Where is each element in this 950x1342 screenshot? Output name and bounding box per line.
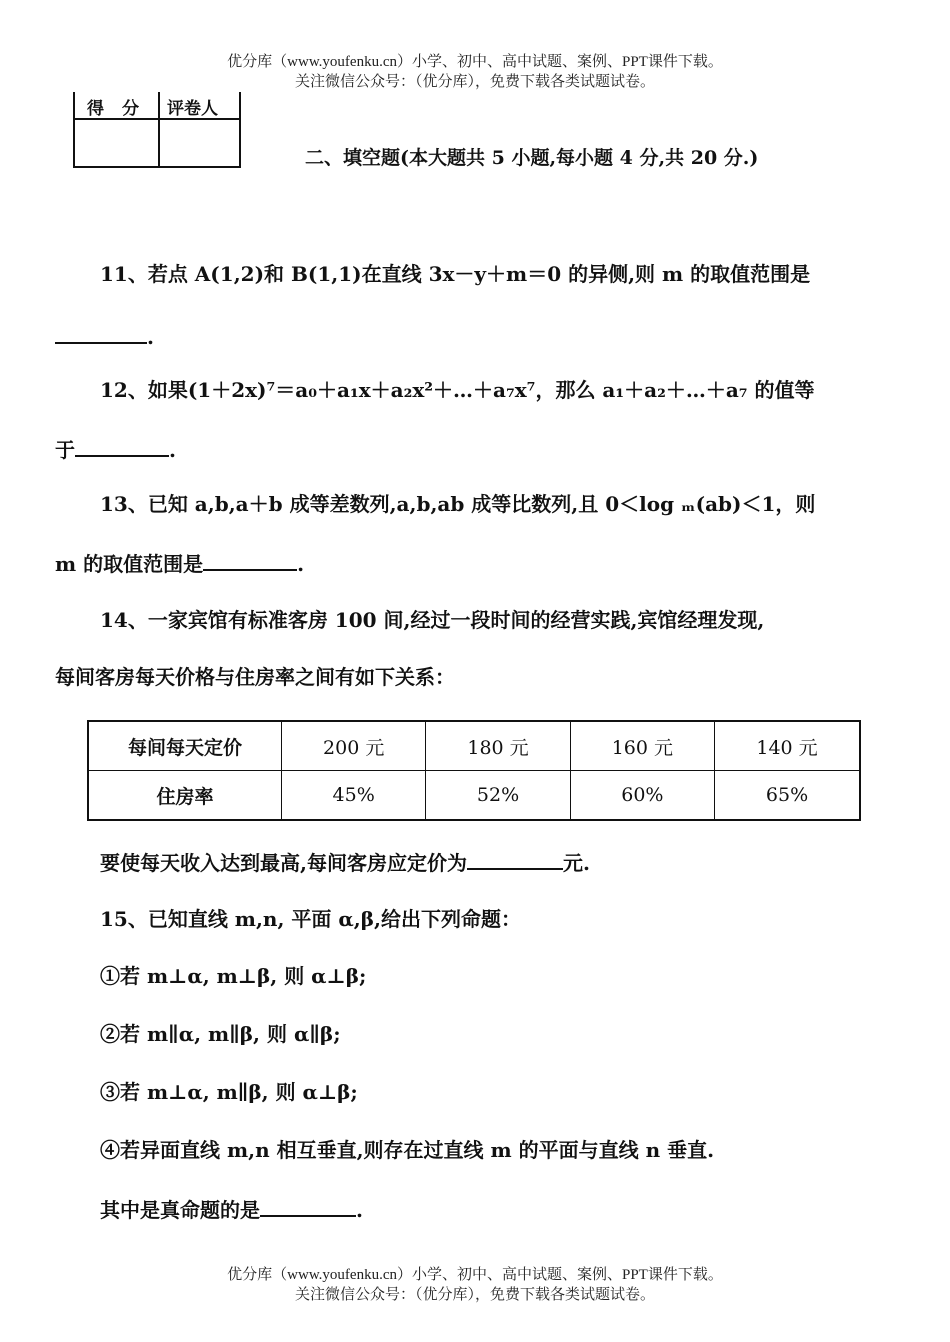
q11-answer-blank[interactable] (55, 322, 147, 344)
q14-line-1: 14、一家宾馆有标准客房 100 间,经过一段时间的经营实践,宾馆经理发现, (100, 608, 765, 632)
q14-line-2: 每间客房每天价格与住房率之间有如下关系： (55, 665, 455, 689)
table-cell: 60% (570, 771, 714, 821)
score-label: 得分 (87, 99, 157, 119)
page-footer (0, 1265, 950, 1305)
q15-proposition-1: ①若 m⊥α, m⊥β, 则 α⊥β; (100, 964, 367, 988)
q12-period: . (169, 438, 176, 462)
table-cell: 52% (426, 771, 570, 821)
table-cell: 140 元 (715, 721, 860, 771)
q15-line-1: 15、已知直线 m,n, 平面 α,β,给出下列命题： (100, 907, 521, 931)
q12-line-2 (55, 435, 176, 463)
q14-after-end: 元. (562, 851, 590, 875)
table-cell: 65% (715, 771, 860, 821)
table-cell: 住房率 (88, 771, 282, 821)
table-cell: 45% (282, 771, 426, 821)
q12-answer-blank[interactable] (75, 435, 169, 457)
score-box (73, 92, 241, 168)
table-row-price (88, 721, 860, 771)
page-header (0, 52, 950, 92)
q12-line-1: 12、如果(1＋2x)⁷＝a₀＋a₁x＋a₂x²＋…＋a₇x⁷，那么 a₁＋a₂＋…＋a₇ 的值等 (100, 378, 815, 402)
q15-final-end: . (356, 1198, 363, 1222)
footer-line-1: 优分库（www.youfenku.cn）小学、初中、高中试题、案例、PPT课件下载。 (227, 1267, 723, 1283)
q11-line-2 (55, 322, 154, 350)
q15-answer-blank[interactable] (260, 1195, 356, 1217)
q12-line-2-start: 于 (55, 438, 75, 462)
header-line-1: 优分库（www.youfenku.cn）小学、初中、高中试题、案例、PPT课件下载。 (227, 54, 723, 70)
q13-answer-blank[interactable] (203, 549, 297, 571)
price-occupancy-table (87, 720, 861, 821)
q15-proposition-2: ②若 m∥α, m∥β, 则 α∥β; (100, 1022, 341, 1046)
table-cell: 200 元 (282, 721, 426, 771)
section-title: 二、填空题(本大题共 5 小题,每小题 4 分,共 20 分.) (305, 147, 759, 169)
q15-final-start: 其中是真命题的是 (100, 1198, 260, 1222)
q13-line-2-start: m 的取值范围是 (55, 552, 204, 576)
footer-line-2: 关注微信公众号：（优分库），免费下载各类试题试卷。 (294, 1287, 655, 1303)
q15-proposition-4: ④若异面直线 m,n 相互垂直,则存在过直线 m 的平面与直线 n 垂直. (100, 1138, 715, 1162)
table-cell: 160 元 (570, 721, 714, 771)
q15-proposition-3: ③若 m⊥α, m∥β, 则 α⊥β; (100, 1080, 358, 1104)
q13-line-2 (55, 549, 304, 577)
table-row-occupancy (88, 771, 860, 821)
q11-line-1: 11、若点 A(1,2)和 B(1,1)在直线 3x－y＋m＝0 的异侧,则 m 的取值范围是 (100, 262, 811, 286)
grader-label: 评卷人 (167, 99, 218, 119)
q13-period: . (297, 552, 305, 576)
q11-period: . (147, 325, 154, 349)
q14-after-start: 要使每天收入达到最高,每间客房应定价为 (100, 851, 467, 875)
score-box-divider-vertical (158, 92, 160, 166)
table-cell: 180 元 (426, 721, 570, 771)
header-line-2: 关注微信公众号：（优分库），免费下载各类试题试卷。 (294, 74, 655, 90)
table-cell: 每间每天定价 (88, 721, 282, 771)
q14-answer-blank[interactable] (467, 848, 563, 870)
q15-final-line (100, 1195, 363, 1223)
q13-line-1: 13、已知 a,b,a＋b 成等差数列,a,b,ab 成等比数列,且 0＜log ₘ(ab)＜1，则 (100, 492, 816, 516)
q14-after-line (100, 848, 590, 876)
